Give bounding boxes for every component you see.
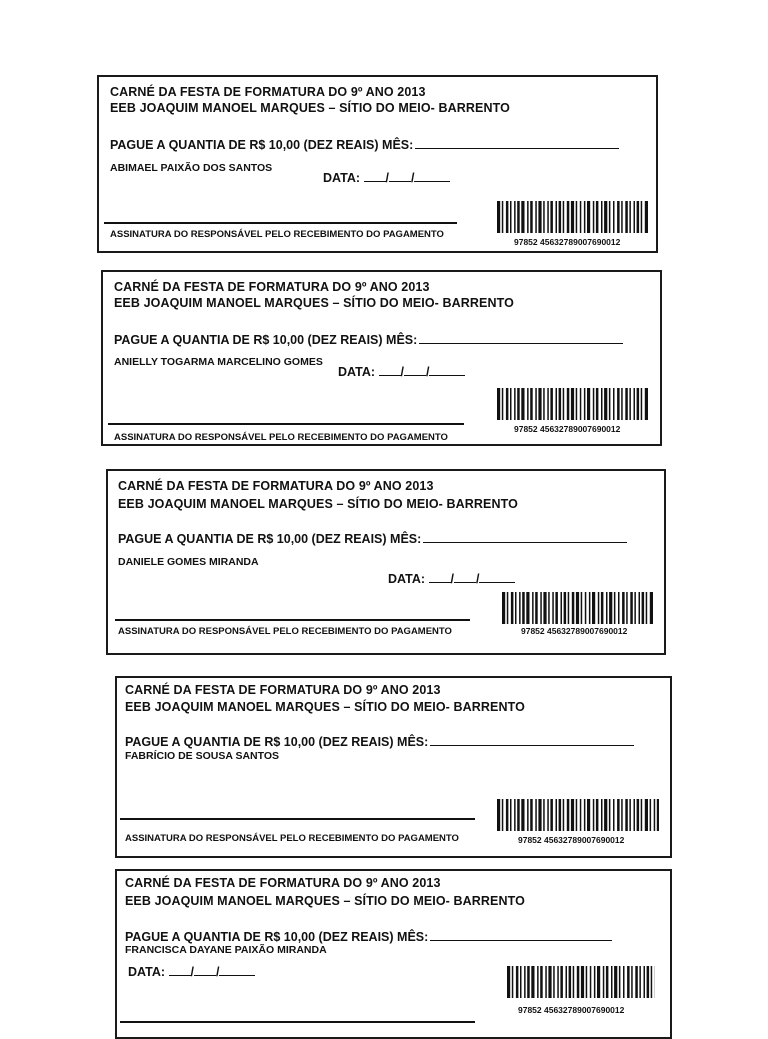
school-name: EEB JOAQUIM MANOEL MARQUES – SÍTIO DO MEIO- BARRENTO — [125, 700, 525, 714]
payment-line — [118, 531, 627, 546]
signature-line — [115, 619, 470, 621]
date-field: DATA: / / — [338, 364, 465, 379]
school-name: EEB JOAQUIM MANOEL MARQUES – SÍTIO DO MEIO- BARRENTO — [118, 497, 518, 511]
signature-label: ASSINATURA DO RESPONSÁVEL PELO RECEBIMENTO DO PAGAMENTO — [110, 229, 444, 240]
receipt-card-1 — [97, 75, 658, 253]
signature-line — [120, 1021, 475, 1023]
receipt-title: CARNÉ DA FESTA DE FORMATURA DO 9º ANO 2013 — [118, 479, 434, 493]
signature-label: ASSINATURA DO RESPONSÁVEL PELO RECEBIMENTO DO PAGAMENTO — [118, 626, 452, 637]
barcode-number: 97852 45632789007690012 — [514, 424, 620, 434]
receipt-title: CARNÉ DA FESTA DE FORMATURA DO 9º ANO 2013 — [110, 85, 426, 99]
payment-label: PAGUE A QUANTIA DE R$ 10,00 (DEZ REAIS) MÊS: — [118, 532, 421, 546]
payment-line — [125, 929, 612, 944]
student-name: ANIELLY TOGARMA MARCELINO GOMES — [114, 356, 323, 368]
month-blank — [419, 332, 623, 344]
school-name: EEB JOAQUIM MANOEL MARQUES – SÍTIO DO MEIO- BARRENTO — [125, 894, 525, 908]
receipt-title: CARNÉ DA FESTA DE FORMATURA DO 9º ANO 2013 — [114, 280, 430, 294]
payment-label: PAGUE A QUANTIA DE R$ 10,00 (DEZ REAIS) MÊS: — [110, 138, 413, 152]
date-label: DATA: — [338, 365, 375, 379]
student-name: FABRÍCIO DE SOUSA SANTOS — [125, 750, 279, 762]
signature-line — [108, 423, 464, 425]
barcode-number: 97852 45632789007690012 — [514, 237, 620, 247]
signature-label: ASSINATURA DO RESPONSÁVEL PELO RECEBIMENTO DO PAGAMENTO — [125, 833, 459, 844]
barcode-number: 97852 45632789007690012 — [518, 1005, 624, 1015]
signature-line — [120, 818, 475, 820]
student-name: DANIELE GOMES MIRANDA — [118, 556, 259, 568]
payment-label: PAGUE A QUANTIA DE R$ 10,00 (DEZ REAIS) MÊS: — [125, 735, 428, 749]
month-blank — [423, 531, 627, 543]
payment-label: PAGUE A QUANTIA DE R$ 10,00 (DEZ REAIS) MÊS: — [114, 333, 417, 347]
barcode — [507, 966, 655, 998]
payment-label: PAGUE A QUANTIA DE R$ 10,00 (DEZ REAIS) MÊS: — [125, 930, 428, 944]
student-name: ABIMAEL PAIXÃO DOS SANTOS — [110, 162, 272, 174]
barcode — [502, 592, 654, 624]
payment-line — [125, 734, 634, 749]
month-blank — [430, 734, 634, 746]
date-label: DATA: — [388, 572, 425, 586]
date-label: DATA: — [323, 171, 360, 185]
signature-label: ASSINATURA DO RESPONSÁVEL PELO RECEBIMENTO DO PAGAMENTO — [114, 432, 448, 443]
payment-line — [110, 137, 619, 152]
receipt-card-2 — [101, 270, 662, 446]
date-field: DATA: / / — [388, 571, 515, 586]
barcode-number: 97852 45632789007690012 — [518, 835, 624, 845]
school-name: EEB JOAQUIM MANOEL MARQUES – SÍTIO DO MEIO- BARRENTO — [110, 101, 510, 115]
barcode — [497, 201, 649, 233]
receipt-title: CARNÉ DA FESTA DE FORMATURA DO 9º ANO 2013 — [125, 683, 441, 697]
school-name: EEB JOAQUIM MANOEL MARQUES – SÍTIO DO MEIO- BARRENTO — [114, 296, 514, 310]
barcode — [497, 799, 659, 831]
date-field: DATA: / / — [323, 170, 450, 185]
student-name: FRANCISCA DAYANE PAIXÃO MIRANDA — [125, 944, 327, 956]
payment-line — [114, 332, 623, 347]
receipt-card-5 — [115, 869, 672, 1039]
receipt-card-3 — [106, 469, 666, 655]
barcode — [497, 388, 649, 420]
month-blank — [430, 929, 612, 941]
month-blank — [415, 137, 619, 149]
barcode-number: 97852 45632789007690012 — [521, 626, 627, 636]
signature-line — [104, 222, 457, 224]
date-label: DATA: — [128, 965, 165, 979]
date-field: DATA: / / — [128, 964, 255, 979]
receipt-card-4 — [115, 676, 672, 858]
receipt-title: CARNÉ DA FESTA DE FORMATURA DO 9º ANO 2013 — [125, 876, 441, 890]
